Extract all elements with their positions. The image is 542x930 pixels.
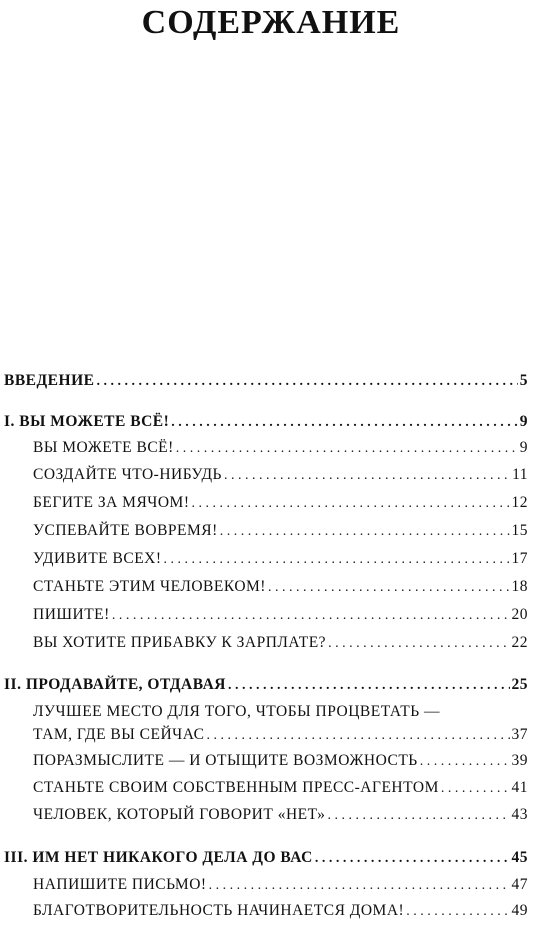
toc-entry-label: НАПИШИТЕ ПИСЬМО! xyxy=(33,876,207,893)
toc-page-number: 9 xyxy=(519,413,528,430)
toc-entry-intro[interactable] xyxy=(4,372,528,390)
page-title: СОДЕРЖАНИЕ xyxy=(141,4,401,41)
dot-leader xyxy=(209,878,510,894)
toc-page-number: 41 xyxy=(511,779,528,796)
toc-page-number: 37 xyxy=(511,726,528,743)
toc-entry-line1[interactable] xyxy=(33,703,528,721)
toc-entry-label: ЛУЧШЕЕ МЕСТО ДЛЯ ТОГО, ЧТОБЫ ПРОЦВЕТАТЬ — xyxy=(33,703,440,720)
toc-entry[interactable] xyxy=(33,634,528,652)
toc-entry[interactable] xyxy=(33,522,528,540)
toc-entry-label: СТАНЬТЕ ЭТИМ ЧЕЛОВЕКОМ! xyxy=(33,578,266,595)
toc-page-number: 22 xyxy=(511,634,528,651)
toc-page-number: 17 xyxy=(511,550,528,567)
dot-leader xyxy=(328,636,509,652)
dot-leader xyxy=(207,728,510,744)
toc-entry-label: ТАМ, ГДЕ ВЫ СЕЙЧАС xyxy=(33,726,205,743)
toc-entry-label: ЧЕЛОВЕК, КОТОРЫЙ ГОВОРИТ «НЕТ» xyxy=(33,806,326,823)
toc-entry[interactable] xyxy=(33,726,528,744)
toc-page-number: 15 xyxy=(511,522,528,539)
toc-entry-label: УСПЕВАЙТЕ ВОВРЕМЯ! xyxy=(33,522,218,539)
toc-entry[interactable] xyxy=(33,902,528,920)
toc-chapter-3[interactable] xyxy=(4,849,528,867)
dot-leader xyxy=(327,808,509,824)
toc-entry[interactable] xyxy=(33,550,528,568)
dot-leader xyxy=(420,754,510,770)
dot-leader xyxy=(315,851,510,867)
dot-leader xyxy=(176,441,518,457)
toc-entry[interactable] xyxy=(33,606,528,624)
dot-leader xyxy=(228,678,510,694)
dot-leader xyxy=(164,552,510,568)
toc-page-number: 25 xyxy=(511,676,528,693)
toc-page-number: 43 xyxy=(511,806,528,823)
toc-page-number: 9 xyxy=(519,439,528,456)
toc-entry[interactable] xyxy=(33,806,528,824)
toc-entry[interactable] xyxy=(33,578,528,596)
toc-entry[interactable] xyxy=(33,466,528,484)
toc-entry-label: БЛАГОТВОРИТЕЛЬНОСТЬ НАЧИНАЕТСЯ ДОМА! xyxy=(33,902,405,919)
toc-entry-label: ПОРАЗМЫСЛИТЕ — И ОТЫЩИТЕ ВОЗМОЖНОСТЬ xyxy=(33,752,418,769)
toc-entry[interactable] xyxy=(33,779,528,797)
toc-chapter-2[interactable] xyxy=(4,676,528,694)
toc-entry-label: УДИВИТЕ ВСЕХ! xyxy=(33,550,162,567)
toc-entry-label: СОЗДАЙТЕ ЧТО-НИБУДЬ xyxy=(33,466,222,483)
toc-page-number: 12 xyxy=(511,494,528,511)
toc-entry[interactable] xyxy=(33,752,528,770)
toc-entry[interactable] xyxy=(33,494,528,512)
toc-page-number: 20 xyxy=(511,606,528,623)
toc-entry-label: СТАНЬТЕ СВОИМ СОБСТВЕННЫМ ПРЕСС-АГЕНТОМ xyxy=(33,779,439,796)
toc-chapter-label: II. ПРОДАВАЙТЕ, ОТДАВАЯ xyxy=(4,676,226,693)
dot-leader xyxy=(268,580,510,596)
toc-entry-label: ВЫ ХОТИТЕ ПРИБАВКУ К ЗАРПЛАТЕ? xyxy=(33,634,327,651)
toc-page-number: 45 xyxy=(511,849,528,866)
toc-entry[interactable] xyxy=(33,876,528,894)
dot-leader xyxy=(406,904,509,920)
toc-page-number: 39 xyxy=(511,752,528,769)
dot-leader xyxy=(441,781,510,797)
toc-chapter-1[interactable] xyxy=(4,413,528,431)
dot-leader xyxy=(220,524,510,540)
dot-leader xyxy=(171,415,517,431)
toc-page-number: 47 xyxy=(511,876,528,893)
toc-entry-label: ВЫ МОЖЕТЕ ВСЁ! xyxy=(33,439,174,456)
toc-page-number: 5 xyxy=(519,372,528,389)
dot-leader xyxy=(224,468,510,484)
toc-chapter-label: III. ИМ НЕТ НИКАКОГО ДЕЛА ДО ВАС xyxy=(4,849,313,866)
dot-leader xyxy=(96,374,517,390)
toc-chapter-label: I. ВЫ МОЖЕТЕ ВСЁ! xyxy=(4,413,170,430)
toc-page-number: 18 xyxy=(511,578,528,595)
toc-entry[interactable] xyxy=(33,439,528,457)
toc-entry-label: ВВЕДЕНИЕ xyxy=(4,372,95,389)
dot-leader xyxy=(112,608,510,624)
toc-page-number: 49 xyxy=(511,902,528,919)
toc-entry-label: БЕГИТЕ ЗА МЯЧОМ! xyxy=(33,494,190,511)
toc-entry-label: ПИШИТЕ! xyxy=(33,606,110,623)
toc-page-number: 11 xyxy=(512,466,528,483)
dot-leader xyxy=(192,496,510,512)
